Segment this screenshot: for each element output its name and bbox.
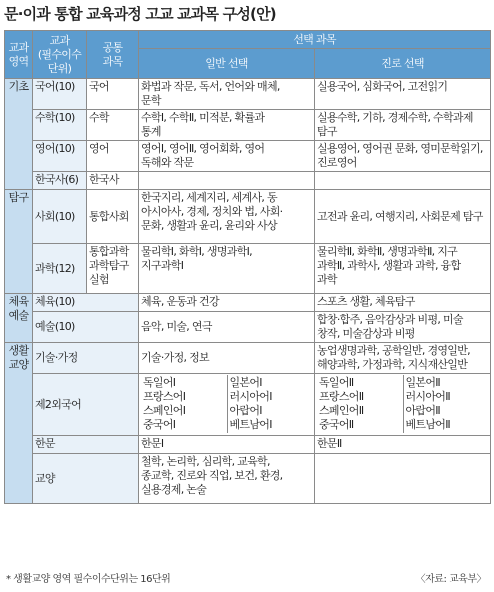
- career-cell: [315, 454, 491, 504]
- general-cell: [139, 374, 315, 436]
- general-cell: 체육, 운동과 건강: [139, 294, 315, 312]
- table-row: [5, 294, 491, 312]
- career-cell: 합창·합주, 음악감상과 비평, 미술 창작, 미술감상과 비평: [315, 312, 491, 343]
- subject-cell: 한문: [33, 436, 139, 454]
- header-general: 일반 선택: [139, 49, 315, 79]
- subject-cell: 수학(10): [33, 110, 87, 141]
- subject-cell: 기술·가정: [33, 343, 139, 374]
- subject-cell: 영어(10): [33, 141, 87, 172]
- general-cell: 영어Ⅰ, 영어Ⅱ, 영어회화, 영어 독해와 작문: [139, 141, 315, 172]
- common-cell: 수학: [87, 110, 139, 141]
- subject-cell: 교양: [33, 454, 139, 504]
- subject-cell: 예술(10): [33, 312, 139, 343]
- page-title: 문·이과 통합 교육과정 고교 교과목 구성(안): [4, 5, 276, 23]
- header-common: 공통 과목: [87, 31, 139, 79]
- table-row: [5, 343, 491, 374]
- career-cell: 실용국어, 심화국어, 고전읽기: [315, 79, 491, 110]
- career-cell: [315, 172, 491, 190]
- career-cell: 농업생명과학, 공학일반, 경영일반, 해양과학, 가정과학, 지식재산일반: [315, 343, 491, 374]
- table-row: [5, 110, 491, 141]
- subject-cell: 체육(10): [33, 294, 139, 312]
- common-cell: 통합과학 과학탐구 실험: [87, 244, 139, 294]
- general-cell: 화법과 작문, 독서, 언어와 매체, 문학: [139, 79, 315, 110]
- career-cell: 실용영어, 영어권 문화, 영미문학읽기, 진로영어: [315, 141, 491, 172]
- area-life: 생활 교양: [5, 343, 33, 504]
- curriculum-table: [4, 30, 491, 504]
- table-row: [5, 436, 491, 454]
- general-cell: 한국지리, 세계지리, 세계사, 동 아시아사, 경제, 정치와 법, 사회· 문화, 생활과 윤리, 윤리와 사상: [139, 190, 315, 244]
- career-cell: 스포츠 생활, 체육탐구: [315, 294, 491, 312]
- common-cell: 영어: [87, 141, 139, 172]
- subject-cell: 한국사(6): [33, 172, 87, 190]
- career-cell: 물리학Ⅱ, 화학Ⅱ, 생명과학Ⅱ, 지구 과학Ⅱ, 과학사, 생활과 과학, 융합 과학: [315, 244, 491, 294]
- subject-cell: 사회(10): [33, 190, 87, 244]
- area-basic: 기초: [5, 79, 33, 190]
- career-cell: 한문Ⅱ: [315, 436, 491, 454]
- career-cell: 실용수학, 기하, 경제수학, 수학과제 탐구: [315, 110, 491, 141]
- source-credit: 〈자료: 교육부〉: [415, 574, 486, 585]
- header-career: 진로 선택: [315, 49, 491, 79]
- footnote: * 생활교양 영역 필수이수단위는 16단위: [6, 574, 171, 585]
- general-cell: 음악, 미술, 연극: [139, 312, 315, 343]
- common-cell: 한국사: [87, 172, 139, 190]
- table-row: [5, 244, 491, 294]
- subject-cell: 국어(10): [33, 79, 87, 110]
- general-cell: 한문Ⅰ: [139, 436, 315, 454]
- table-row: [5, 454, 491, 504]
- table-row: [5, 190, 491, 244]
- general-cell: 수학Ⅰ, 수학Ⅱ, 미적분, 확률과 통계: [139, 110, 315, 141]
- table-row: [5, 374, 491, 436]
- general-lang-left: 독일어Ⅰ 프랑스어Ⅰ 스페인어Ⅰ 중국어Ⅰ: [143, 376, 186, 431]
- general-cell: 기술·가정, 정보: [139, 343, 315, 374]
- header-area: 교과 영역: [5, 31, 33, 79]
- common-cell: 국어: [87, 79, 139, 110]
- general-lang-right: 일본어Ⅰ 러시아어Ⅰ 아랍어Ⅰ 베트남어Ⅰ: [227, 375, 313, 433]
- subject-cell: 과학(12): [33, 244, 87, 294]
- career-lang-left: 독일어Ⅱ 프랑스어Ⅱ 스페인어Ⅱ 중국어Ⅱ: [319, 376, 364, 431]
- general-cell: 철학, 논리학, 심리학, 교육학, 종교학, 진로와 직업, 보건, 환경, 실용경제, 논술: [139, 454, 315, 504]
- career-cell: [315, 374, 491, 436]
- table-row: [5, 312, 491, 343]
- general-cell: 물리학Ⅰ, 화학Ⅰ, 생명과학Ⅰ, 지구과학Ⅰ: [139, 244, 315, 294]
- career-cell: 고전과 윤리, 여행지리, 사회문제 탐구: [315, 190, 491, 244]
- header-elective: 선택 과목: [139, 31, 491, 49]
- table-row: [5, 79, 491, 110]
- table-row: [5, 141, 491, 172]
- area-inquiry: 탐구: [5, 190, 33, 294]
- table-row: [5, 172, 491, 190]
- career-lang-right: 일본어Ⅱ 러시아어Ⅱ 아랍어Ⅱ 베트남어Ⅱ: [403, 375, 489, 433]
- subject-cell: 제2외국어: [33, 374, 139, 436]
- general-cell: [139, 172, 315, 190]
- header-subject: 교과 (필수이수 단위): [33, 31, 87, 79]
- area-pe-arts: 체육 예술: [5, 294, 33, 343]
- common-cell: 통합사회: [87, 190, 139, 244]
